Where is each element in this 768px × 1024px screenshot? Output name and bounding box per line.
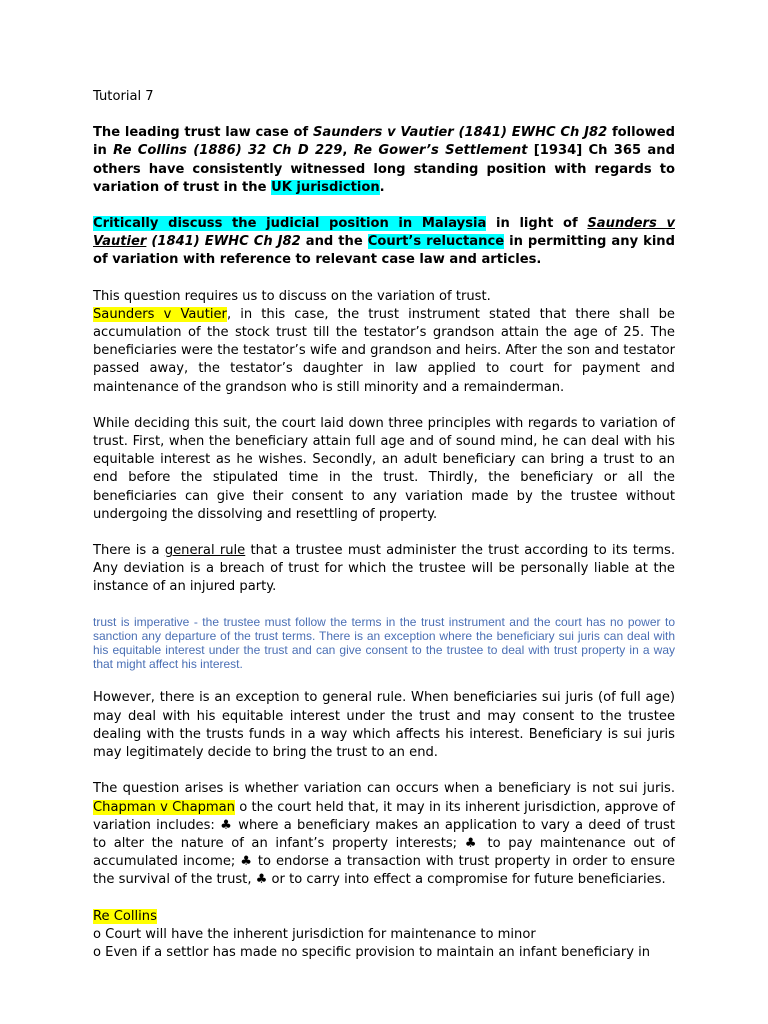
case-citation: Saunders v Vautier (1841) EWHC Ch J82 xyxy=(312,125,608,141)
intro-paragraph: The leading trust law case of Saunders v Vautier (1841) EWHC Ch J82 followed in Re Collins (1886) 32 Ch D 229, Re Gower’s Settlement [1934] Ch 365 and others have consistently witnessed long standing position with regards to variation of trust in the UK jurisdiction. xyxy=(93,125,675,195)
general-rule-paragraph: There is a general rule that a trustee must administer the trust according to its terms. Any deviation is a breach of trust for which the trustee will be personally liable at the instance of an injured party. xyxy=(93,543,676,595)
document-body xyxy=(93,88,675,962)
highlight-re-collins: Re Collins xyxy=(93,908,157,924)
answer-intro: This question requires us to discuss on the variation of trust. xyxy=(93,288,491,304)
highlight-malaysia: Critically discuss the judicial position in Malaysia xyxy=(93,216,487,232)
underlined-general-rule: general rule xyxy=(164,543,246,559)
highlight-chapman: Chapman v Chapman xyxy=(93,799,235,815)
highlight-uk-jurisdiction: UK jurisdiction xyxy=(271,179,380,195)
case-citation: Re Collins (1886) 32 Ch D 229 xyxy=(113,143,343,159)
question-paragraph: Critically discuss the judicial position in Malaysia in light of Saunders v Vautier (1841) EWHC Ch J82 and the Court’s reluctance in permitting any kind of variation with reference to relevant case law and articles. xyxy=(93,216,676,268)
quoted-note: trust is imperative - the trustee must follow the terms in the trust instrument and the court has no power to sanction any departure of the trust terms. There is an exception where the beneficiary sui juris can deal with his equitable interest under the trust and can give consent to the trustee to deal with trust property in a way that might affect his interest. xyxy=(93,614,675,672)
highlight-court-reluctance: Court’s reluctance xyxy=(367,234,505,250)
re-collins-point: o Even if a settlor has made no specific provision to maintain an infant beneficiary in xyxy=(93,944,651,960)
re-collins-point: o Court will have the inherent jurisdiction for maintenance to minor xyxy=(93,926,536,942)
exception-paragraph: However, there is an exception to general rule. When beneficiaries sui juris (of full age) may deal with his equitable interest under the trust and may consent to the trustee dealing with the trusts funds in a way which affects his interest. Beneficiary is sui juris may legitimately decide to bring the trust to an end. xyxy=(93,690,675,761)
re-collins-heading xyxy=(93,908,675,926)
highlight-saunders: Saunders v Vautier xyxy=(93,306,227,322)
page-title: Tutorial 7 xyxy=(93,89,154,104)
case-citation: Re Gower’s Settlement xyxy=(353,143,528,159)
case-citation: Saunders v Vautier xyxy=(93,216,675,250)
chapman-paragraph: The question arises is whether variation can occurs when a beneficiary is not sui juris. Chapman v Chapman o the court held that, it may in its inherent jurisdiction, approve of variation includes: ♣ where a beneficiary makes an application to vary a deed of trust to alter the nature of an infant’s property interests; ♣ to pay maintenance out of accumulated income; ♣ to endorse a transaction with trust property in order to ensure the survival of the trust, ♣ or to carry into effect a compromise for future beneficiaries. xyxy=(93,781,675,888)
principles-paragraph: While deciding this suit, the court laid down three principles with regards to variation of trust. First, when the beneficiary attain full age and of sound mind, he can deal with his equitable interest as he wishes. Secondly, an adult beneficiary can bring a trust to an end before the stipulated time in the trust. Thirdly, the beneficiary or all the beneficiaries can give their consent to any variation made by the trustee without undergoing the dissolving and resettling of property. xyxy=(93,415,675,522)
saunders-paragraph: Saunders v Vautier, in this case, the trust instrument stated that there shall be accumulation of the stock trust till the testator’s grandson attain the age of 25. The beneficiaries were the testator’s wife and grandson and heirs. After the son and testator passed away, the testator’s daughter in law applied to court for payment and maintenance of the grandson who is still minority and a remainderman. xyxy=(93,306,675,395)
case-citation: (1841) EWHC Ch J82 xyxy=(151,234,301,250)
